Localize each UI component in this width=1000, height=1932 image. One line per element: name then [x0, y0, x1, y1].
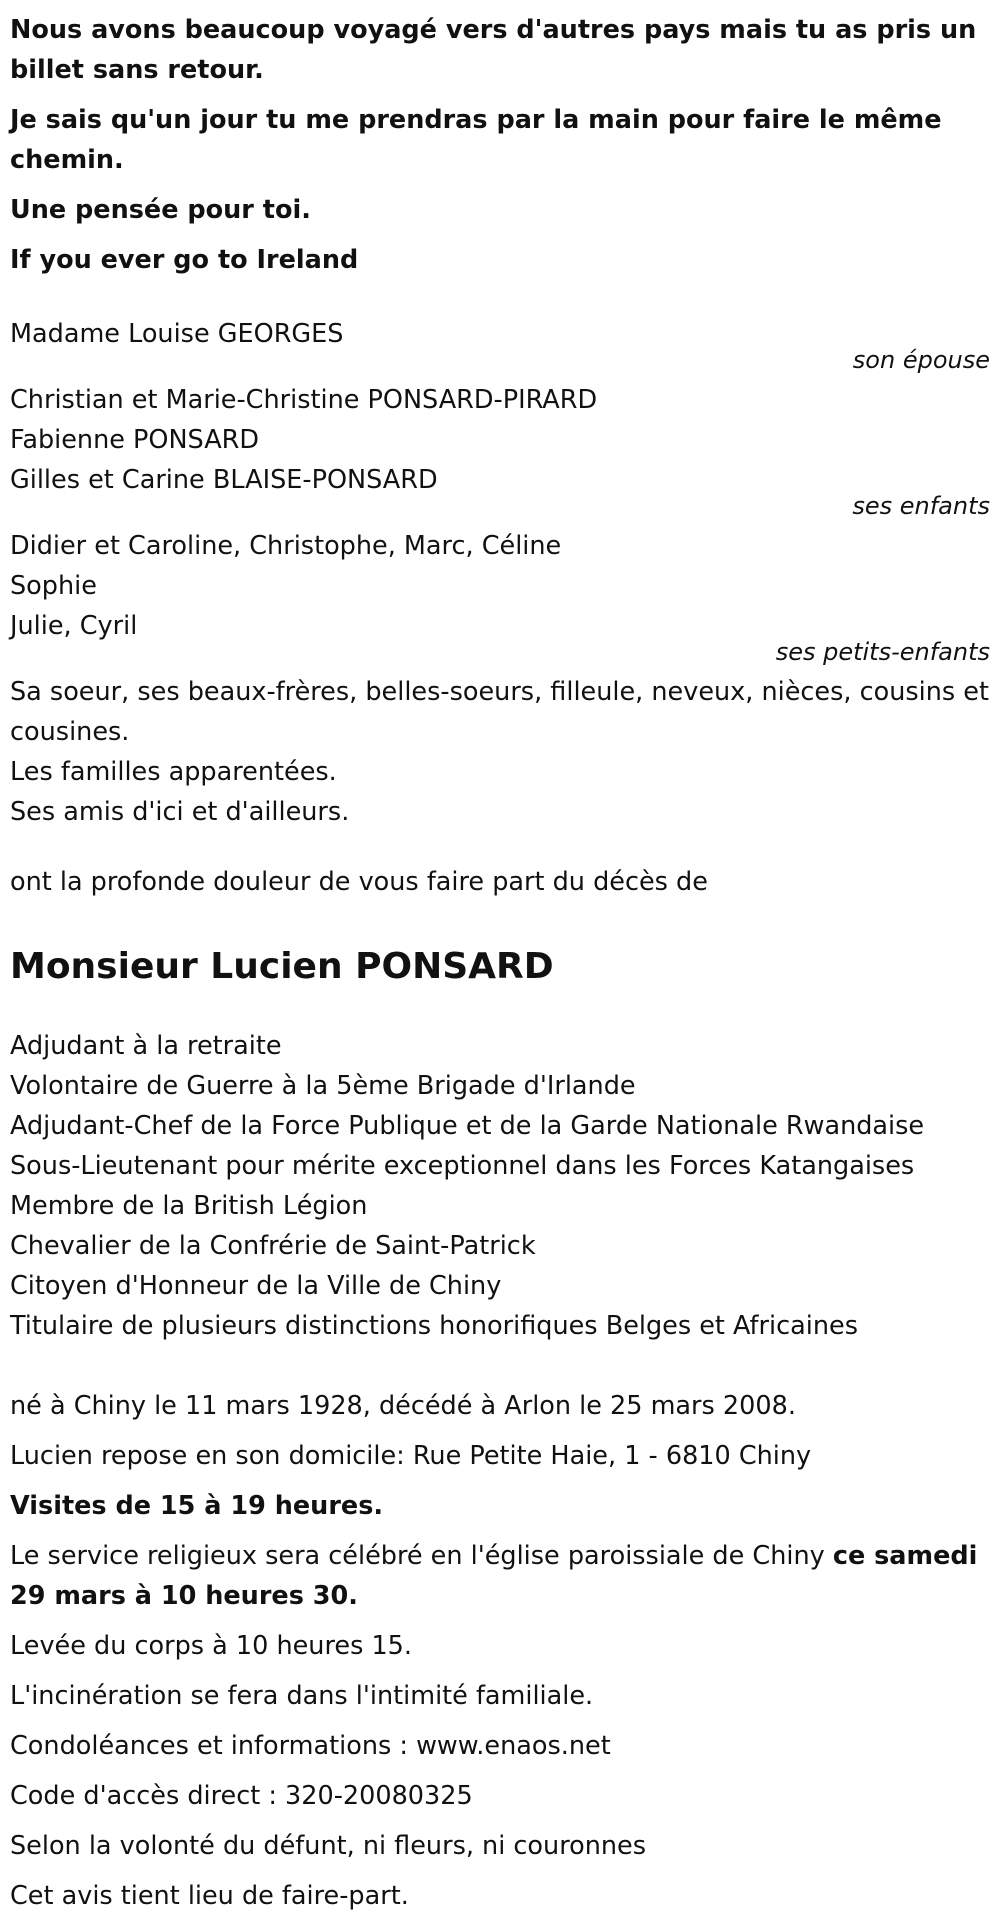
- intro-line-3: Une pensée pour toi.: [10, 195, 311, 225]
- deceased-wishes: Selon la volonté du défunt, ni fleurs, ni couronnes: [10, 1831, 647, 1861]
- child-entry: Fabienne PONSARD: [10, 425, 260, 455]
- title-entry: Adjudant à la retraite: [10, 1031, 282, 1061]
- funeral-details: [10, 1386, 990, 1916]
- family-section: [10, 314, 990, 832]
- incineration-note: L'incinération se fera dans l'intimité familiale.: [10, 1681, 594, 1711]
- condolences-info: Condoléances et informations : www.enaos.net: [10, 1731, 611, 1761]
- grandchildren-role: ses petits-enfants: [775, 638, 990, 666]
- spouse-role: son épouse: [852, 346, 990, 374]
- grandchild-entry: Didier et Caroline, Christophe, Marc, Céline: [10, 531, 562, 561]
- child-entry: Gilles et Carine BLAISE-PONSARD: [10, 465, 438, 495]
- spouse-name: Madame Louise GEORGES: [10, 319, 344, 349]
- service-date: ce samedi 29 mars à 10 heures 30.: [10, 1541, 978, 1611]
- access-code: Code d'accès direct : 320-20080325: [10, 1781, 473, 1811]
- other-relatives: Les familles apparentées.: [10, 757, 337, 787]
- child-entry: Christian et Marie-Christine PONSARD-PIRARD: [10, 385, 598, 415]
- levee-time: Levée du corps à 10 heures 15.: [10, 1631, 413, 1661]
- children-role: ses enfants: [852, 492, 990, 520]
- intro-line-2: Je sais qu'un jour tu me prendras par la main pour faire le même chemin.: [10, 105, 942, 175]
- intro-section: [10, 10, 990, 280]
- title-entry: Sous-Lieutenant pour mérite exceptionnel dans les Forces Katangaises: [10, 1151, 915, 1181]
- title-entry: Adjudant-Chef de la Force Publique et de la Garde Nationale Rwandaise: [10, 1111, 925, 1141]
- title-entry: Titulaire de plusieurs distinctions honorifiques Belges et Africaines: [10, 1311, 858, 1341]
- title-entry: Membre de la British Légion: [10, 1191, 368, 1221]
- religious-service: [10, 1536, 990, 1616]
- service-location: Le service religieux sera célébré en l'église paroissiale de Chiny: [10, 1541, 833, 1571]
- grandchild-entry: Sophie: [10, 571, 97, 601]
- visiting-hours: Visites de 15 à 19 heures.: [10, 1491, 384, 1521]
- intro-line-4: If you ever go to Ireland: [10, 245, 359, 275]
- resting-place: Lucien repose en son domicile: Rue Petite Haie, 1 - 6810 Chiny: [10, 1441, 812, 1471]
- deceased-titles: [10, 1026, 990, 1346]
- other-relatives: Ses amis d'ici et d'ailleurs.: [10, 797, 350, 827]
- title-entry: Chevalier de la Confrérie de Saint-Patrick: [10, 1231, 536, 1261]
- deceased-name: Monsieur Lucien PONSARD: [10, 946, 554, 987]
- announcement-text: ont la profonde douleur de vous faire part du décès de: [10, 867, 708, 897]
- intro-line-1: Nous avons beaucoup voyagé vers d'autres pays mais tu as pris un billet sans retour.: [10, 15, 977, 85]
- birth-death-dates: né à Chiny le 11 mars 1928, décédé à Arlon le 25 mars 2008.: [10, 1391, 796, 1421]
- notice-statement: Cet avis tient lieu de faire-part.: [10, 1881, 409, 1911]
- other-relatives: Sa soeur, ses beaux-frères, belles-soeurs, filleule, neveux, nièces, cousins et cousines.: [10, 677, 989, 747]
- grandchild-entry: Julie, Cyril: [10, 611, 138, 641]
- title-entry: Citoyen d'Honneur de la Ville de Chiny: [10, 1271, 502, 1301]
- title-entry: Volontaire de Guerre à la 5ème Brigade d'Irlande: [10, 1071, 636, 1101]
